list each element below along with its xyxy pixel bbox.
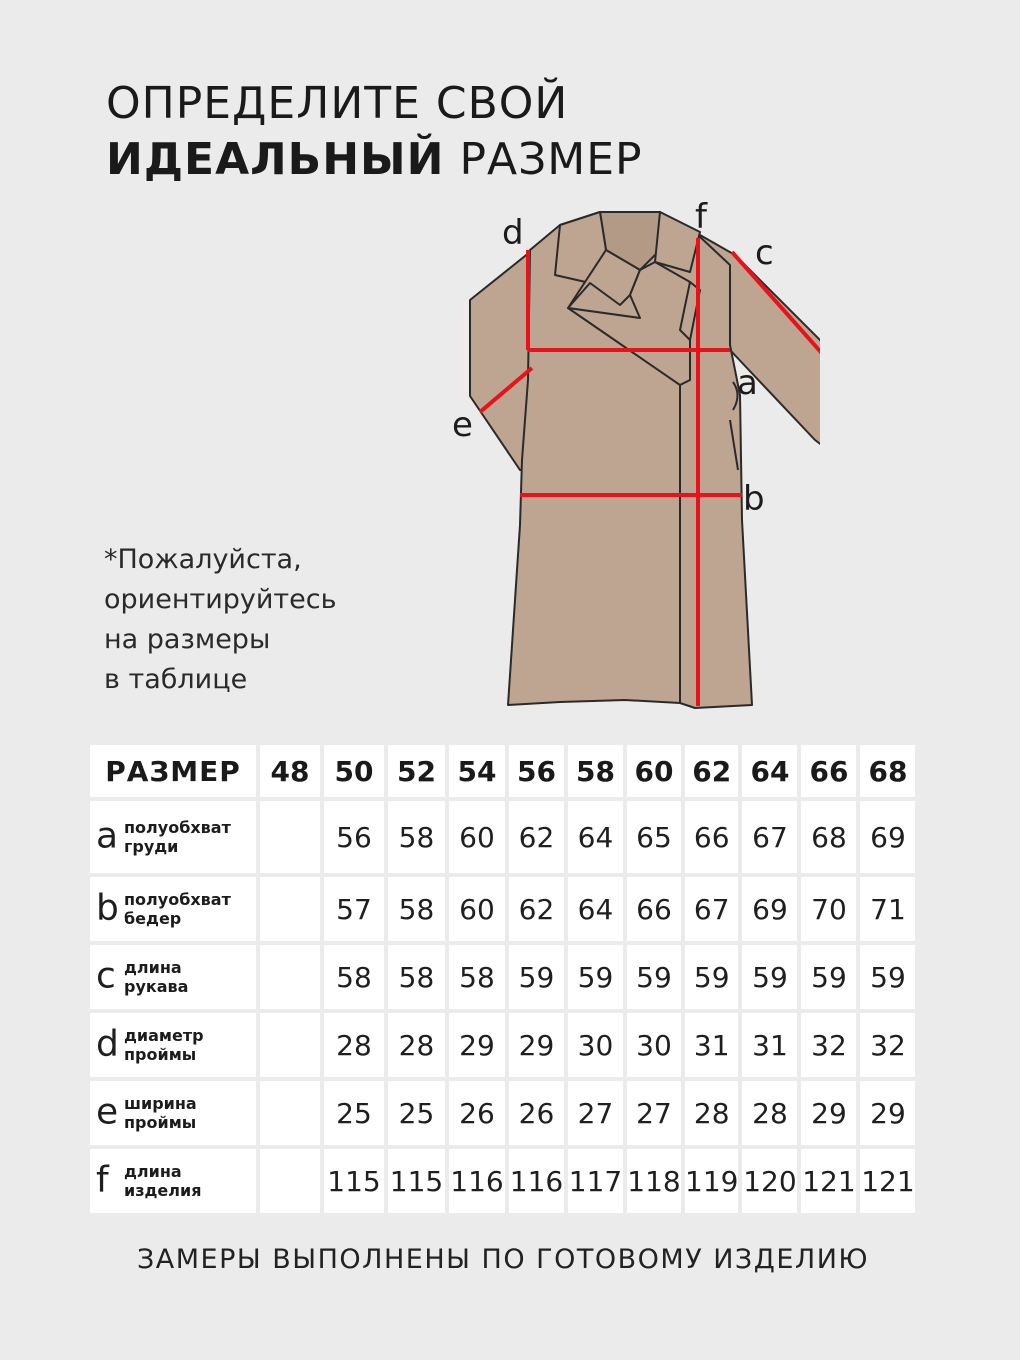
row-letter: c <box>96 955 116 997</box>
size-header-cell: 68 <box>860 745 915 797</box>
diagram-label-d: d <box>502 213 524 253</box>
title-bold-word: ИДЕАЛЬНЫЙ <box>106 134 445 185</box>
measurement-cell: 30 <box>627 1013 681 1077</box>
row-name-line-1: ширина <box>124 1094 197 1113</box>
measurement-cell: 59 <box>509 945 564 1009</box>
measurement-cell: 32 <box>860 1013 915 1077</box>
coat-illustration <box>470 212 820 708</box>
measurement-cell: 26 <box>449 1081 505 1145</box>
measurement-cell: 28 <box>324 1013 384 1077</box>
row-name-line-2: проймы <box>124 1113 197 1132</box>
measurement-cell: 66 <box>627 877 681 941</box>
measurement-cell: 58 <box>388 877 445 941</box>
row-name <box>124 1026 204 1064</box>
measurement-cell: 64 <box>568 877 623 941</box>
measurement-cell: 56 <box>324 801 384 873</box>
measurement-cell: 60 <box>449 801 505 873</box>
measurement-cell: 29 <box>801 1081 856 1145</box>
table-row <box>90 1081 915 1145</box>
row-letter: d <box>96 1023 119 1065</box>
measurement-cell: 68 <box>801 801 856 873</box>
diagram-label-f: f <box>695 200 707 237</box>
measurement-cell: 119 <box>685 1149 738 1213</box>
size-table <box>86 741 919 1217</box>
size-header-cell: 60 <box>627 745 681 797</box>
measurement-cell: 65 <box>627 801 681 873</box>
measurement-cell: 69 <box>742 877 797 941</box>
row-label-cell <box>90 945 256 1009</box>
measurement-cell: 57 <box>324 877 384 941</box>
row-name <box>124 818 231 856</box>
size-header-cell: 54 <box>449 745 505 797</box>
row-name-line-2: рукава <box>124 977 189 996</box>
page-title <box>106 76 643 188</box>
row-label-cell <box>90 877 256 941</box>
size-header-cell: 56 <box>509 745 564 797</box>
table-row <box>90 801 915 873</box>
measurement-cell: 29 <box>449 1013 505 1077</box>
measurement-cell: 58 <box>449 945 505 1009</box>
measurement-cell: 25 <box>388 1081 445 1145</box>
measurement-cell: 29 <box>509 1013 564 1077</box>
table-row <box>90 945 915 1009</box>
row-name-line-2: бедер <box>124 909 182 928</box>
measurement-cell: 67 <box>742 801 797 873</box>
size-header-cell: 52 <box>388 745 445 797</box>
measurement-cell: 62 <box>509 877 564 941</box>
diagram-label-e: e <box>452 405 473 445</box>
footer-note: ЗАМЕРЫ ВЫПОЛНЕНЫ ПО ГОТОВОМУ ИЗДЕЛИЮ <box>136 1244 870 1275</box>
row-letter: e <box>96 1091 119 1133</box>
coat-measurement-diagram <box>440 200 820 720</box>
row-label-cell <box>90 1149 256 1213</box>
measurement-cell: 70 <box>801 877 856 941</box>
row-label-cell <box>90 1081 256 1145</box>
measurement-cell: 32 <box>801 1013 856 1077</box>
row-letter: a <box>96 815 119 857</box>
size-header-cell: 66 <box>801 745 856 797</box>
measurement-cell: 27 <box>627 1081 681 1145</box>
size-header-cell: 58 <box>568 745 623 797</box>
row-name <box>124 1162 201 1200</box>
measurement-cell <box>260 801 320 873</box>
measurement-cell: 28 <box>685 1081 738 1145</box>
measurement-cell: 31 <box>742 1013 797 1077</box>
row-label-cell <box>90 801 256 873</box>
title-line-2-rest: РАЗМЕР <box>444 134 643 185</box>
row-name-line-1: длина <box>124 1162 182 1181</box>
measurement-cell: 59 <box>801 945 856 1009</box>
measurement-cell: 27 <box>568 1081 623 1145</box>
measurement-cell <box>260 1149 320 1213</box>
table-row <box>90 1149 915 1213</box>
measurement-cell: 62 <box>509 801 564 873</box>
measurement-cell: 59 <box>627 945 681 1009</box>
table-row <box>90 877 915 941</box>
measurement-cell: 64 <box>568 801 623 873</box>
measurement-cell: 58 <box>324 945 384 1009</box>
measurement-cell: 30 <box>568 1013 623 1077</box>
size-header-cell: 50 <box>324 745 384 797</box>
row-letter: b <box>96 887 119 929</box>
measurement-cell: 31 <box>685 1013 738 1077</box>
measurement-cell: 28 <box>742 1081 797 1145</box>
measurement-cell: 66 <box>685 801 738 873</box>
measurement-cell: 59 <box>860 945 915 1009</box>
row-letter: f <box>96 1159 109 1201</box>
measurement-cell: 116 <box>449 1149 505 1213</box>
measurement-cell <box>260 1013 320 1077</box>
size-note: *Пожалуйста, ориентируйтесь на размеры в таблице <box>104 544 337 695</box>
diagram-label-c: c <box>755 233 774 273</box>
measurement-cell: 60 <box>449 877 505 941</box>
row-name-line-2: груди <box>124 837 179 856</box>
measurement-cell: 59 <box>685 945 738 1009</box>
row-name-line-2: изделия <box>124 1181 202 1200</box>
measurement-cell: 116 <box>509 1149 564 1213</box>
measurement-cell: 59 <box>568 945 623 1009</box>
measurement-cell: 28 <box>388 1013 445 1077</box>
measurement-cell: 118 <box>627 1149 681 1213</box>
measurement-cell: 26 <box>509 1081 564 1145</box>
row-name <box>124 1094 197 1132</box>
measurement-cell: 71 <box>860 877 915 941</box>
measurement-cell: 121 <box>801 1149 856 1213</box>
row-name-line-1: полуобхват <box>124 890 231 909</box>
diagram-label-b: b <box>743 479 765 519</box>
row-name <box>124 890 231 928</box>
diagram-label-a: a <box>737 363 758 403</box>
measurement-cell <box>260 877 320 941</box>
table-row <box>90 1013 915 1077</box>
row-name <box>124 958 188 996</box>
measurement-cell: 59 <box>742 945 797 1009</box>
size-header-label: РАЗМЕР <box>90 745 256 797</box>
measurement-cell: 58 <box>388 945 445 1009</box>
measurement-cell: 121 <box>860 1149 915 1213</box>
measurement-cell <box>260 945 320 1009</box>
size-header-cell: 62 <box>685 745 738 797</box>
table-header-row <box>90 745 915 797</box>
row-name-line-2: проймы <box>124 1045 197 1064</box>
measurement-cell: 25 <box>324 1081 384 1145</box>
row-name-line-1: диаметр <box>124 1026 204 1045</box>
size-header-cell: 48 <box>260 745 320 797</box>
measurement-cell <box>260 1081 320 1145</box>
measurement-cell: 29 <box>860 1081 915 1145</box>
size-header-cell: 64 <box>742 745 797 797</box>
measurement-cell: 69 <box>860 801 915 873</box>
measurement-cell: 117 <box>568 1149 623 1213</box>
measurement-cell: 120 <box>742 1149 797 1213</box>
measurement-cell: 115 <box>324 1149 384 1213</box>
row-name-line-1: длина <box>124 958 182 977</box>
title-line-1: ОПРЕДЕЛИТЕ СВОЙ <box>106 78 569 129</box>
row-label-cell <box>90 1013 256 1077</box>
measurement-cell: 67 <box>685 877 738 941</box>
row-name-line-1: полуобхват <box>124 818 231 837</box>
measurement-cell: 115 <box>388 1149 445 1213</box>
measurement-cell: 58 <box>388 801 445 873</box>
